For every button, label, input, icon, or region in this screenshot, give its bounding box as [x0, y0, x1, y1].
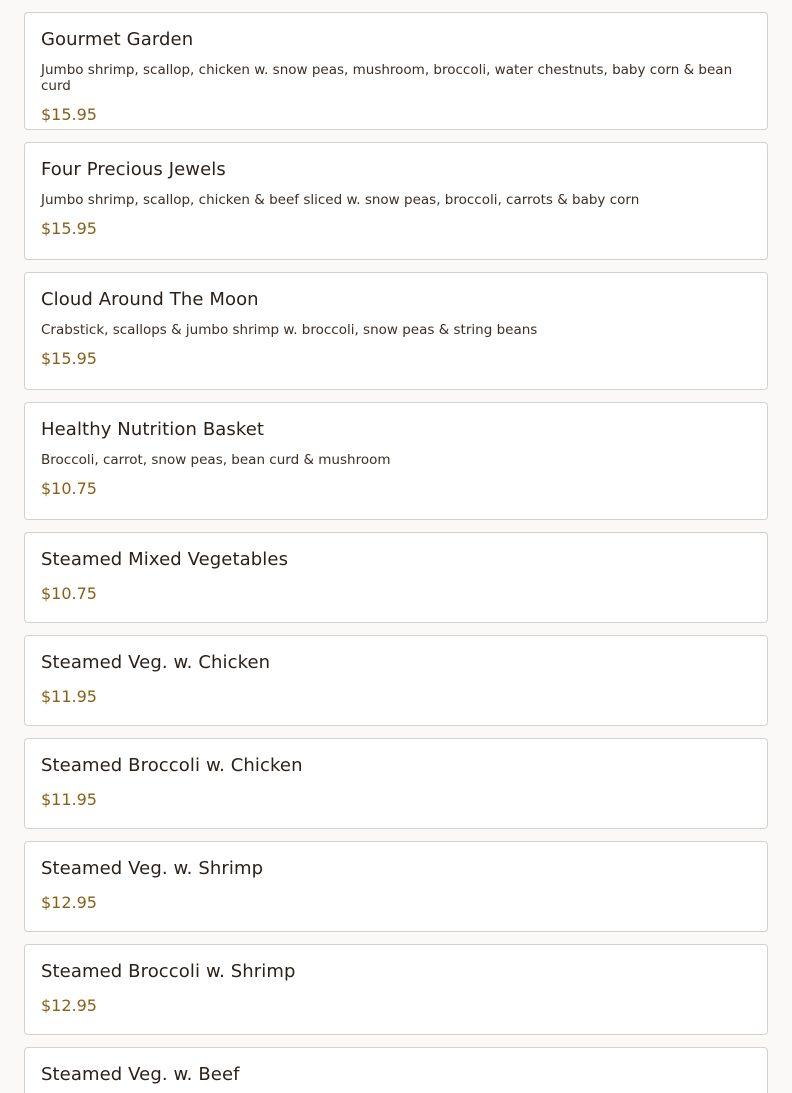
menu-item-description: Crabstick, scallops & jumbo shrimp w. broccoli, snow peas & string beans: [41, 322, 538, 338]
menu-item-healthy-nutrition-basket[interactable]: [24, 402, 768, 520]
menu-item-steamed-broccoli-shrimp[interactable]: [24, 944, 768, 1035]
menu-item-name: Steamed Veg. w. Chicken: [41, 652, 271, 673]
menu-item-name: Steamed Veg. w. Beef: [41, 1064, 240, 1085]
menu-item-price: $11.95: [41, 687, 97, 706]
menu-item-price: $12.95: [41, 996, 97, 1015]
menu-item-price: $15.95: [41, 219, 97, 238]
menu-item-name: Four Precious Jewels: [41, 159, 226, 180]
menu-item-price: $15.95: [41, 349, 97, 368]
menu-item-four-precious-jewels[interactable]: [24, 142, 768, 260]
menu-item-price: $10.75: [41, 479, 97, 498]
menu-item-price: $10.75: [41, 584, 97, 603]
menu-item-steamed-broccoli-chicken[interactable]: [24, 738, 768, 829]
menu-item-steamed-veg-shrimp[interactable]: [24, 841, 768, 932]
menu-item-steamed-veg-beef[interactable]: [24, 1047, 768, 1093]
menu-item-price: $15.95: [41, 105, 97, 124]
menu-item-name: Steamed Mixed Vegetables: [41, 549, 289, 570]
menu-item-cloud-around-the-moon[interactable]: [24, 272, 768, 390]
menu-item-description: Jumbo shrimp, scallop, chicken w. snow peas, mushroom, broccoli, water chestnuts, baby corn & bean curd: [41, 62, 733, 94]
menu-item-price: $12.95: [41, 893, 97, 912]
menu-item-description: Broccoli, carrot, snow peas, bean curd & mushroom: [41, 452, 391, 468]
menu-item-name: Cloud Around The Moon: [41, 289, 259, 310]
menu-item-name: Healthy Nutrition Basket: [41, 419, 265, 440]
menu-item-steamed-veg-chicken[interactable]: [24, 635, 768, 726]
menu-item-gourmet-garden[interactable]: [24, 12, 768, 130]
menu-item-name: Steamed Broccoli w. Shrimp: [41, 961, 296, 982]
menu-item-steamed-mixed-vegetables[interactable]: [24, 532, 768, 623]
menu-item-name: Gourmet Garden: [41, 29, 194, 50]
menu-item-name: Steamed Veg. w. Shrimp: [41, 858, 264, 879]
menu-item-name: Steamed Broccoli w. Chicken: [41, 755, 303, 776]
menu-item-description: Jumbo shrimp, scallop, chicken & beef sliced w. snow peas, broccoli, carrots & baby corn: [41, 192, 640, 208]
menu-item-price: $11.95: [41, 790, 97, 809]
